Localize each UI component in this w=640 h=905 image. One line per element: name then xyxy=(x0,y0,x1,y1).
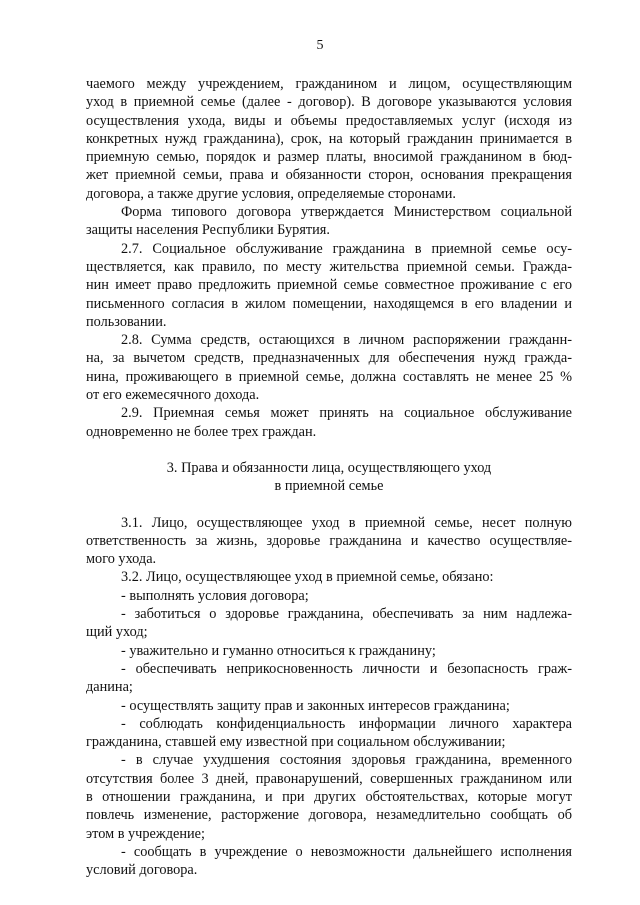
duty-item xyxy=(86,605,572,642)
text-line: защиты населения Республики Бурятия. xyxy=(86,222,330,239)
text-line: нин имеет право предложить приемной семье совместное проживание с его xyxy=(86,277,572,294)
text-line: уход в приемной семье (далее - договор). В договоре указываются условия xyxy=(86,94,572,111)
text-line: жет приемной семьи, права и обязанности сторон, основания прекращения xyxy=(86,167,572,184)
paragraph-3-2 xyxy=(86,568,572,586)
text-line: - соблюдать конфиденциальность информации личного характера xyxy=(121,715,572,732)
text-line: повлечь изменение, расторжение договора, незамедлительно сообщать об xyxy=(86,807,572,824)
duty-item xyxy=(86,751,572,842)
text-line: мого ухода. xyxy=(86,551,157,568)
text-line: 2.8. Сумма средств, остающихся в личном распоряжении гражданн- xyxy=(121,332,572,349)
heading-line: в приемной семье xyxy=(274,478,384,495)
text-line: 2.9. Приемная семья может принять на социальное обслуживание xyxy=(121,405,572,422)
text-line: на, за вычетом средств, предназначенных для обеспечения нужд гражда- xyxy=(86,350,572,367)
heading-line: 3. Права и обязанности лица, осуществляющего уход xyxy=(166,459,492,476)
text-line: одновременно не более трех граждан. xyxy=(86,423,317,440)
text-line: пользовании. xyxy=(86,313,167,330)
text-line: конкретных нужд гражданина), срок, на который гражданин принимается в xyxy=(86,130,572,147)
duty-item xyxy=(86,697,572,715)
text-line: этом в учреждение; xyxy=(86,825,205,842)
paragraph-contract-form xyxy=(86,203,572,240)
text-line: ществляется, как правило, по месту жительства приемной семьи. Гражда- xyxy=(86,258,572,275)
text-line: гражданина, ставшей ему известной при социальном обслуживании; xyxy=(86,734,506,751)
text-line: нина, проживающего в приемной семье, должна составлять не менее 25 % xyxy=(86,368,572,385)
text-line: 2.7. Социальное обслуживание гражданина в приемной семье осу- xyxy=(121,240,572,257)
section-3-heading xyxy=(86,459,572,496)
text-line: щий уход; xyxy=(86,624,148,641)
text-line: от его ежемесячного дохода. xyxy=(86,387,260,404)
text-line: 3.1. Лицо, осуществляющее уход в приемной семье, несет полную xyxy=(121,514,572,531)
page-number: 5 xyxy=(316,38,324,53)
text-line: 3.2. Лицо, осуществляющее уход в приемной семье, обязано: xyxy=(121,569,494,586)
paragraph-2-9 xyxy=(86,404,572,441)
text-line: осуществления ухода, виды и объемы предоставляемых услуг (исходя из xyxy=(86,112,572,129)
text-line: - заботиться о здоровье гражданина, обеспечивать за ним надлежа- xyxy=(121,606,572,623)
text-line: - сообщать в учреждение о невозможности дальнейшего исполнения xyxy=(121,843,572,860)
text-line: в отношении гражданина, и при других обстоятельствах, которые могут xyxy=(86,788,572,805)
page-body xyxy=(86,75,572,879)
paragraph-3-1 xyxy=(86,514,572,569)
paragraph-2-7 xyxy=(86,240,572,331)
text-line: условий договора. xyxy=(86,862,198,879)
text-line: письменного согласия в жилом помещении, находящемся в его владении и xyxy=(86,295,572,312)
text-line: - уважительно и гуманно относиться к гражданину; xyxy=(121,642,436,659)
text-line: - в случае ухудшения состояния здоровья гражданина, временного xyxy=(121,752,572,769)
paragraph-agreement-terms xyxy=(86,75,572,203)
text-line: чаемого между учреждением, гражданином и лицом, осуществляющим xyxy=(86,76,572,92)
text-line: договора, а также другие условия, определяемые сторонами. xyxy=(86,185,456,202)
duty-list xyxy=(86,587,572,880)
text-line: ответственность за жизнь, здоровье гражданина и качество осуществляе- xyxy=(86,532,572,549)
duty-item xyxy=(86,660,572,697)
text-line: - обеспечивать неприкосновенность личности и безопасность граж- xyxy=(121,660,572,677)
paragraph-2-8 xyxy=(86,331,572,404)
text-line: Форма типового договора утверждается Министерством социальной xyxy=(121,204,572,221)
duty-item xyxy=(86,715,572,752)
text-line: отсутствия более 3 дней, правонарушений, совершенных гражданином или xyxy=(86,770,572,787)
duty-item xyxy=(86,642,572,660)
text-line: - осуществлять защиту прав и законных интересов гражданина; xyxy=(121,697,510,714)
text-line: - выполнять условия договора; xyxy=(121,587,309,604)
duty-item xyxy=(86,587,572,605)
text-line: приемную семью, порядок и размер платы, вносимой гражданином в бюд- xyxy=(86,149,572,166)
text-line: данина; xyxy=(86,679,133,696)
duty-item xyxy=(86,843,572,880)
